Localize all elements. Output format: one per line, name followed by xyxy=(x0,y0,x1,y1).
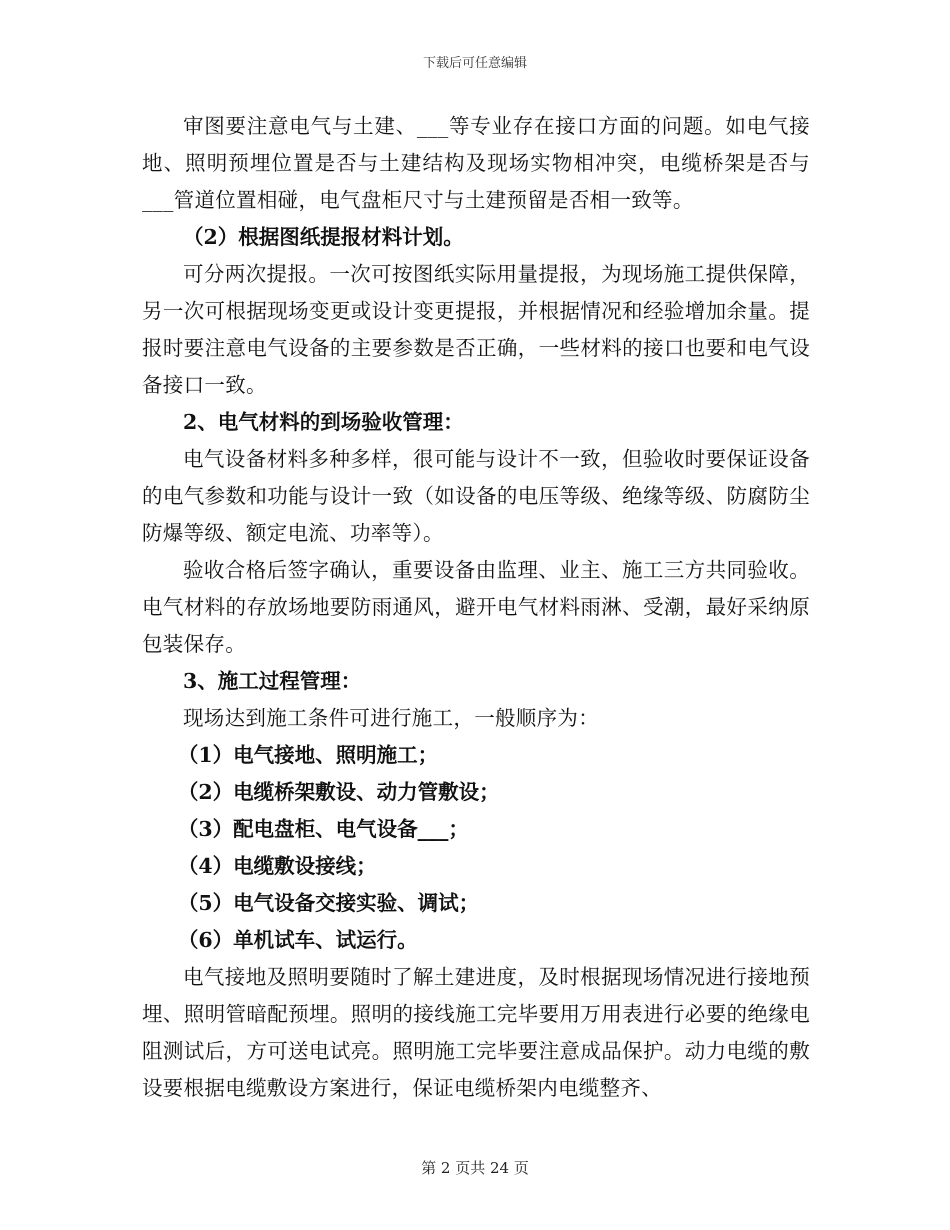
step-item-4: （4）电缆敷设接线； xyxy=(177,854,377,878)
paragraph-drawing-review: 审图要注意电气与土建、___等专业存在接口方面的问题。如电气接地、照明预埋位置是否与土建结构及现场实物相冲突，电缆桥架是否与___管道位置相碰，电气盘柜尺寸与土建预留是否相一致等。 xyxy=(142,114,810,212)
step-item-1: （1）电气接地、照明施工； xyxy=(177,743,439,767)
heading-construction: 3、施工过程管理： xyxy=(183,669,362,693)
step-item-6: （6）单机试车、试运行。 xyxy=(177,928,418,952)
step-item-2: （2）电缆桥架敷设、动力管敷设； xyxy=(177,780,500,804)
heading-material-plan: （2）根据图纸提报材料计划。 xyxy=(183,225,464,249)
paragraph-acceptance-2: 验收合格后签字确认，重要设备由监理、业主、施工三方共同验收。电气材料的存放场地要防雨通风，避开电气材料雨淋、受潮，最好采纳原包装保存。 xyxy=(142,558,810,656)
paragraph-acceptance-1: 电气设备材料多种多样，很可能与设计不一致，但验收时要保证设备的电气参数和功能与设计一致（如设备的电压等级、绝缘等级、防腐防尘防爆等级、额定电流、功率等）。 xyxy=(142,447,810,545)
paragraph-material-plan: 可分两次提报。一次可按图纸实际用量提报，为现场施工提供保障，另一次可根据现场变更或设计变更提报，并根据情况和经验增加余量。提报时要注意电气设备的主要参数是否正确，一些材料的接口也要和电气设备接口一致。 xyxy=(142,262,810,397)
step-item-5: （5）电气设备交接实验、调试； xyxy=(177,891,480,915)
paragraph-construction-order: 现场达到施工条件可进行施工，一般顺序为： xyxy=(183,706,599,730)
document-body xyxy=(142,108,810,1107)
page-footer: 第 2 页共 24 页 xyxy=(421,1159,529,1177)
step-item-3: （3）配电盘柜、电气设备___； xyxy=(177,817,469,841)
heading-acceptance: 2、电气材料的到场验收管理： xyxy=(183,410,464,434)
page-header: 下载后可任意编辑 xyxy=(422,56,527,71)
paragraph-grounding-lighting: 电气接地及照明要随时了解土建进度，及时根据现场情况进行接地预埋、照明管暗配预埋。照明的接线施工完毕要用万用表进行必要的绝缘电阻测试后，方可送电试亮。照明施工完毕要注意成品保护。动力电缆的敷设要根据电缆敷设方案进行，保证电缆桥架内电缆整齐、 xyxy=(142,965,810,1100)
